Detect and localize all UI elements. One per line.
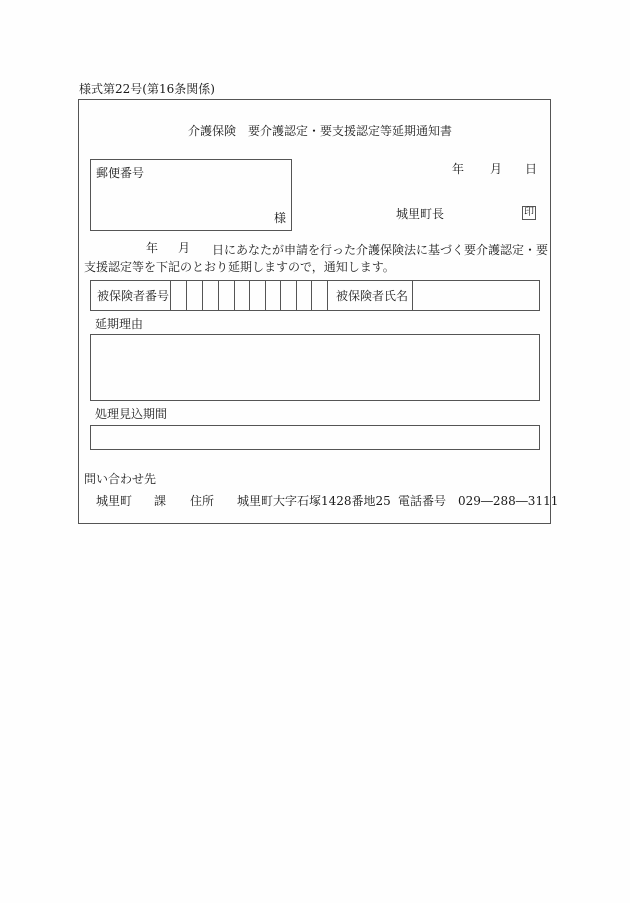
processing-period-field[interactable] bbox=[90, 425, 540, 450]
contact-heading: 問い合わせ先 bbox=[84, 472, 157, 486]
postal-code-label: 郵便番号 bbox=[96, 166, 145, 180]
contact-address-label: 住所 bbox=[190, 494, 215, 508]
digit-cell[interactable] bbox=[202, 281, 218, 310]
insured-row bbox=[90, 280, 540, 311]
insured-number-label: 被保険者番号 bbox=[97, 289, 170, 303]
delay-reason-field[interactable] bbox=[90, 334, 540, 401]
insured-name-field[interactable] bbox=[412, 281, 539, 310]
digit-cell[interactable] bbox=[249, 281, 265, 310]
date-year: 年 bbox=[452, 162, 465, 176]
contact-phone: 029―288―3111 bbox=[458, 494, 559, 508]
body-sentence: 日にあなたが申請を行った介護保険法に基づく要介護認定・要支援認定等を下記のとおり延期しますので，通知します。 bbox=[84, 243, 549, 274]
name-label-cell bbox=[327, 281, 412, 310]
digit-cell[interactable] bbox=[170, 281, 186, 310]
delay-reason-label: 延期理由 bbox=[95, 317, 144, 331]
insured-name-label: 被保険者氏名 bbox=[336, 289, 409, 303]
form-number: 様式第22号(第16条関係) bbox=[79, 82, 215, 96]
digit-cell[interactable] bbox=[311, 281, 327, 310]
date-day: 日 bbox=[525, 162, 538, 176]
issuer-name: 城里町長 bbox=[396, 207, 445, 221]
digit-cell[interactable] bbox=[265, 281, 280, 310]
digit-cell[interactable] bbox=[218, 281, 234, 310]
body-year: 年 bbox=[146, 241, 159, 255]
digit-cell[interactable] bbox=[234, 281, 249, 310]
contact-phone-label: 電話番号 bbox=[398, 494, 447, 508]
contact-town: 城里町 bbox=[96, 494, 133, 508]
digit-cell[interactable] bbox=[186, 281, 202, 310]
digit-cell[interactable] bbox=[280, 281, 296, 310]
body-month: 月 bbox=[178, 241, 191, 255]
honorific-sama: 様 bbox=[274, 211, 287, 225]
body-text bbox=[84, 242, 549, 276]
digit-cell[interactable] bbox=[296, 281, 311, 310]
contact-address: 城里町大字石塚1428番地25 bbox=[237, 494, 391, 508]
document-title: 介護保険 要介護認定・要支援認定等延期通知書 bbox=[188, 124, 453, 138]
seal-mark: 印 bbox=[524, 207, 534, 218]
date-month: 月 bbox=[490, 162, 503, 176]
contact-section: 課 bbox=[154, 494, 167, 508]
processing-period-label: 処理見込期間 bbox=[95, 407, 168, 421]
